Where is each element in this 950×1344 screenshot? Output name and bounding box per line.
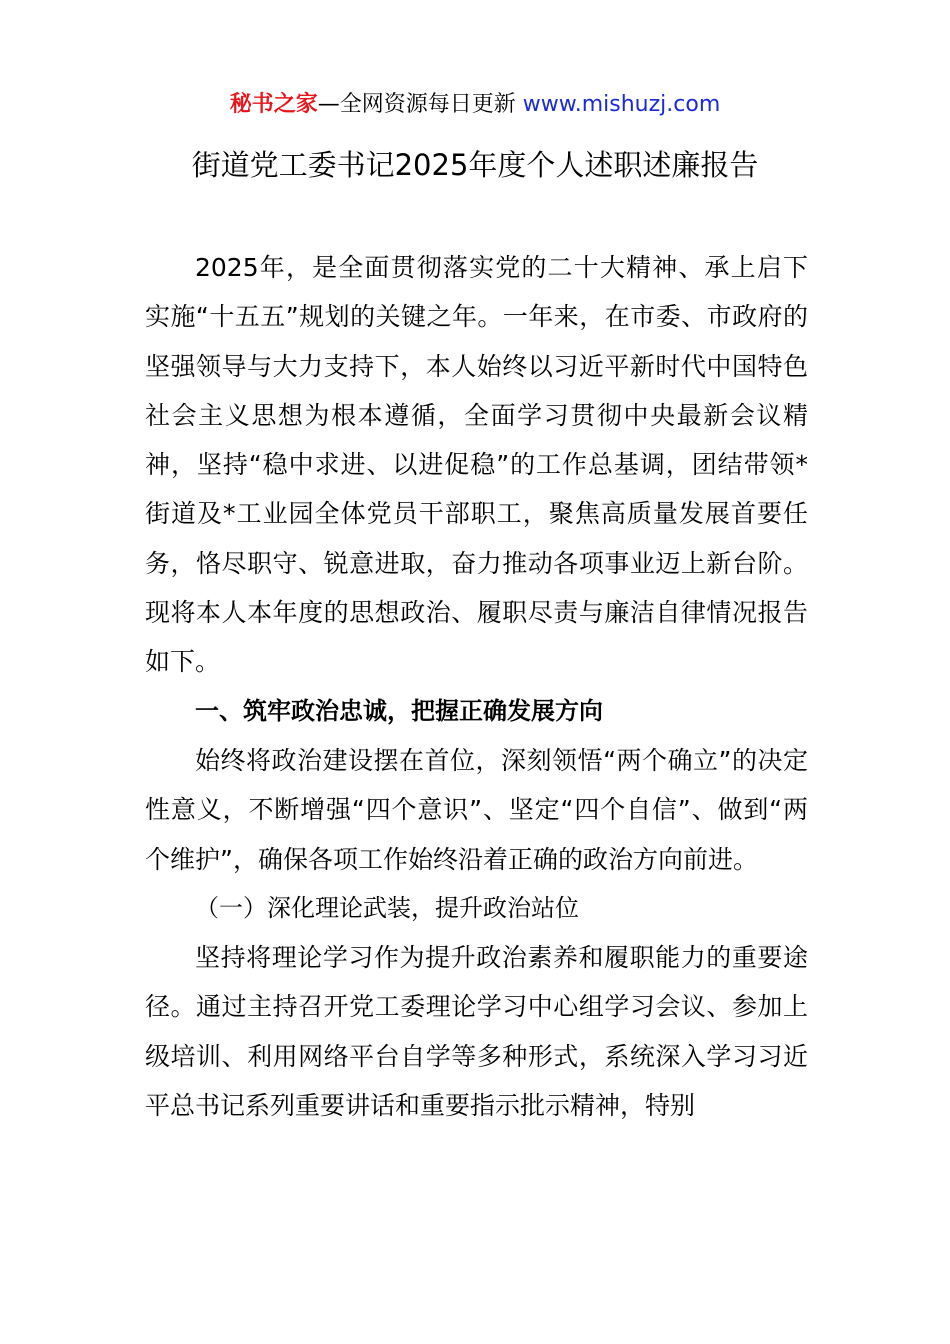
section-heading-1: 一、筑牢政治忠诚，把握正确发展方向 [195,696,603,725]
subsection-heading-1: （一）深化理论武装，提升政治站位 [195,893,579,922]
site-header [0,88,950,122]
intro-paragraph: 2025年，是全面贯彻落实党的二十大精神、承上启下实施“十五五”规划的关键之年。一年来，在市委、市政府的坚强领导与大力支持下，本人始终以习近平新时代中国特色社会主义思想为根本遵循，全面学习贯彻中央最新会议精神，坚持“稳中求进、以进促稳”的工作总基调，团结带领*街道及*工业园全体党员干部职工，聚焦高质量发展首要任务，恪尽职守、锐意进取，奋力推动各项事业迈上新台阶。现将本人本年度的思想政治、履职尽责与廉洁自律情况报告如下。 [145,253,808,677]
site-url-link[interactable]: www.mishuzj.com [522,92,721,117]
document-title: 街道党工委书记2025年度个人述职述廉报告 [191,148,759,182]
section-paragraph-1: 始终将政治建设摆在首位，深刻领悟“两个确立”的决定性意义，不断增强“四个意识”、坚定“四个自信”、做到“两个维护”，确保各项工作始终沿着正确的政治方向前进。 [145,745,808,874]
site-tagline: —全网资源每日更新 [317,92,516,117]
subsection-paragraph-1: 坚持将理论学习作为提升政治素养和履职能力的重要途径。通过主持召开党工委理论学习中心组学习会议、参加上级培训、利用网络平台自学等多种形式，系统深入学习习近平总书记系列重要讲话和重要指示批示精神，特别 [145,943,808,1121]
document-body [145,243,808,1130]
brand-name: 秘书之家 [229,92,318,117]
